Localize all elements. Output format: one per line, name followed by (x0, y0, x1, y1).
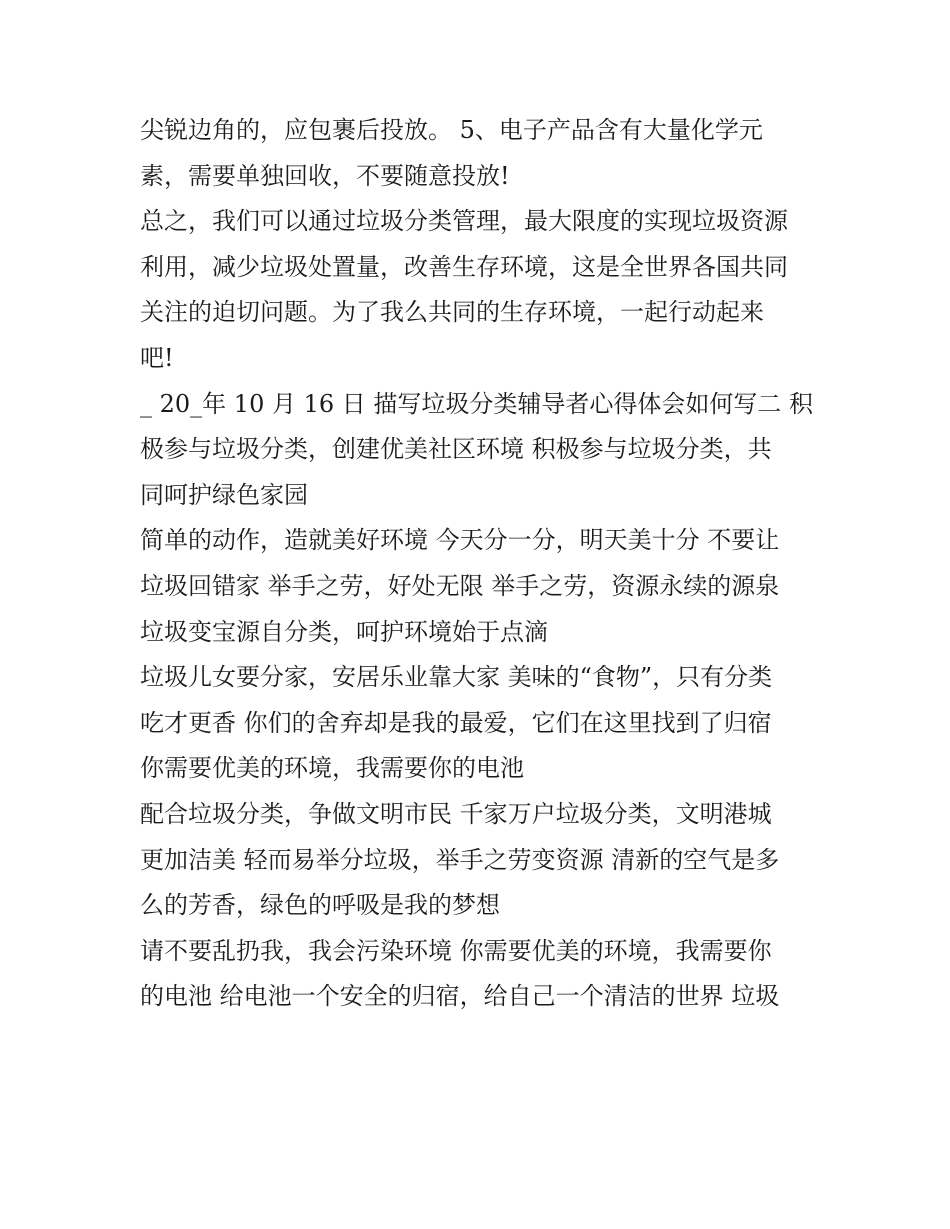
text-line: 你需要优美的环境，我需要你的电池 (140, 754, 524, 783)
text-line: 总之，我们可以通过垃圾分类管理，最大限度的实现垃圾资源 (140, 207, 788, 236)
text-line: 吧! (140, 343, 174, 372)
text-line: 请不要乱扔我，我会污染环境 你需要优美的环境，我需要你 (140, 936, 772, 965)
text-line: 么的芳香，绿色的呼吸是我的梦想 (140, 891, 500, 920)
text-line: 的电池 给电池一个安全的归宿，给自己一个清洁的世界 垃圾 (140, 982, 780, 1011)
text-line: 垃圾变宝源自分类，呵护环境始于点滴 (140, 617, 548, 646)
text-line: 更加洁美 轻而易举分垃圾，举手之劳变资源 清新的空气是多 (140, 845, 780, 874)
text-line: 极参与垃圾分类，创建优美社区环境 积极参与垃圾分类，共 (140, 435, 772, 464)
text-line: 配合垃圾分类，争做文明市民 千家万户垃圾分类，文明港城 (140, 799, 772, 828)
text-line: 素，需要单独回收，不要随意投放! (140, 161, 510, 190)
document-body (140, 108, 820, 1020)
text-line: 垃圾回错家 举手之劳，好处无限 举手之劳，资源永续的源泉 (140, 571, 780, 600)
text-line: 尖锐边角的，应包裹后投放。 5、电子产品含有大量化学元 (140, 116, 763, 144)
text-line: _ 20_年 10 月 16 日 描写垃圾分类辅导者心得体会如何写二 积 (140, 389, 814, 418)
text-line: 利用，减少垃圾处置量，改善生存环境，这是全世界各国共同 (140, 252, 788, 281)
text-line: 同呵护绿色家园 (140, 480, 308, 509)
text-line: 垃圾儿女要分家，安居乐业靠大家 美味的“食物”，只有分类 (140, 663, 773, 692)
text-line: 关注的迫切问题。为了我么共同的生存环境，一起行动起来 (140, 298, 764, 327)
text-line: 吃才更香 你们的舍弃却是我的最爱，它们在这里找到了归宿 (140, 708, 772, 737)
text-line: 简单的动作，造就美好环境 今天分一分，明天美十分 不要让 (140, 526, 780, 555)
